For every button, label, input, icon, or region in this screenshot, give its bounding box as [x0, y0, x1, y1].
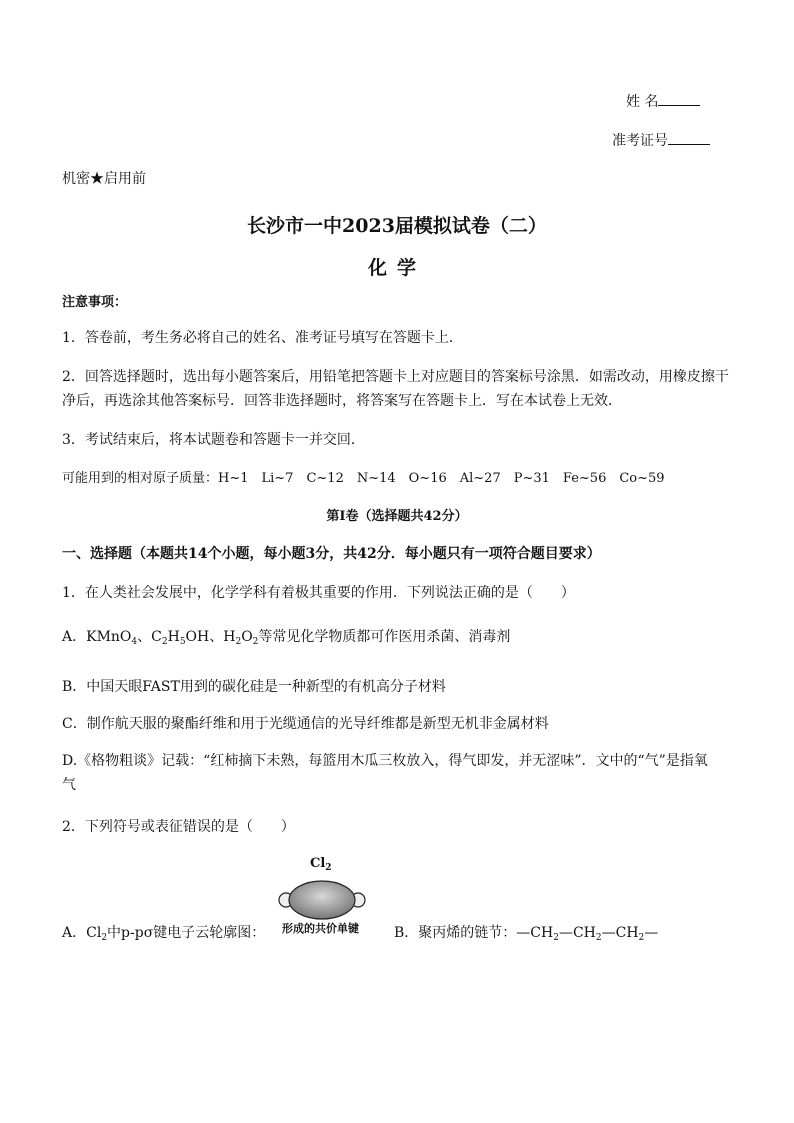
q2-option-a[interactable]: [62, 922, 265, 942]
secret-mark: 机密★启用前: [62, 171, 146, 187]
q1-option-d[interactable]: D.《格物粗谈》记载：“红柿摘下未熟，每篮用木瓜三枚放入，得气即发，并无涩味”．文中的“气”是指氧: [62, 753, 708, 769]
q1-option-d-cont: 气: [62, 777, 76, 793]
q2-stem: 2．下列符号或表征错误的是（ ）: [62, 819, 295, 835]
q2-option-b[interactable]: [394, 922, 658, 942]
figure-label-text: Cl: [310, 856, 326, 871]
exam-id-blank[interactable]: [668, 131, 710, 145]
q1-stem: 1．在人类社会发展中，化学学科有着极其重要的作用．下列说法正确的是（ ）: [62, 585, 575, 601]
q1-a-text: H: [167, 629, 180, 645]
notice-item: 3．考试结束后，将本试题卷和答题卡一并交回．: [62, 432, 365, 448]
exam-id-label: 准考证号: [612, 133, 668, 149]
q2-b-text: —CH: [601, 925, 639, 941]
part-title: 第Ⅰ卷（选择题共42分）: [326, 509, 468, 524]
notice-item: 1．答卷前，考生务必将自己的姓名、准考证号填写在答题卡上．: [62, 330, 463, 346]
subscript: 2: [235, 637, 242, 647]
sigma-bond-figure: [274, 854, 370, 938]
q1-option-a[interactable]: [62, 626, 510, 646]
name-label: 姓 名: [626, 94, 659, 110]
atomic-masses: 可能用到的相对原子质量：H~1 Li~7 C~12 N~14 O~16 Al~27 P~31 Fe~56 Co~59: [62, 471, 665, 486]
q2-a-text: 中p-pσ键电子云轮廓图：: [107, 925, 266, 941]
subject-title: 化学: [367, 257, 426, 279]
page-title: 长沙市一中2023届模拟试卷（二）: [247, 215, 547, 237]
q2-b-text: —CH: [558, 925, 596, 941]
exam-id-field[interactable]: [612, 130, 710, 150]
q1-a-text: 、C: [137, 629, 162, 645]
notice-item: 2．回答选择题时，选出每小题答案后，用铅笔把答题卡上对应题目的答案标号涂黑．如需改动，用橡皮擦干: [62, 369, 729, 385]
q1-a-text: 等常见化学物质都可作医用杀菌、消毒剂: [258, 629, 511, 645]
subscript: 2: [595, 933, 602, 943]
subscript: 5: [179, 637, 186, 647]
subscript: 2: [252, 637, 259, 647]
name-field[interactable]: [626, 91, 700, 111]
q1-a-text: A．KMnO: [62, 629, 132, 645]
subscript: 2: [325, 863, 332, 873]
q1-option-c[interactable]: C．制作航天服的聚酯纤维和用于光缆通信的光导纤维都是新型无机非金属材料: [62, 716, 549, 732]
figure-caption: 形成的共价单键: [282, 922, 359, 935]
name-blank[interactable]: [658, 92, 700, 106]
subscript: 2: [638, 933, 645, 943]
subscript: 2: [101, 933, 108, 943]
q1-a-text: O: [241, 629, 253, 645]
figure-label: [310, 856, 332, 871]
notice-item: 净后，再选涂其他答案标号．回答非选择题时，将答案写在答题卡上．写在本试卷上无效．: [62, 393, 622, 409]
section-heading: 一、选择题（本题共14个小题，每小题3分，共42分．每小题只有一项符合题目要求）: [62, 546, 601, 562]
subscript: 2: [553, 933, 559, 943]
electron-cloud-icon: [274, 876, 370, 924]
subscript: 4: [131, 637, 138, 647]
q1-a-text: OH、H: [185, 629, 236, 645]
subscript: 2: [161, 637, 168, 647]
notice-heading: 注意事项：: [62, 295, 128, 310]
q2-b-text: —: [644, 925, 659, 941]
q1-option-b[interactable]: B．中国天眼FAST用到的碳化硅是一种新型的有机高分子材料: [62, 679, 446, 695]
q2-b-text: B．聚丙烯的链节：—CH: [394, 925, 554, 941]
q2-a-text: A．Cl: [62, 925, 102, 941]
